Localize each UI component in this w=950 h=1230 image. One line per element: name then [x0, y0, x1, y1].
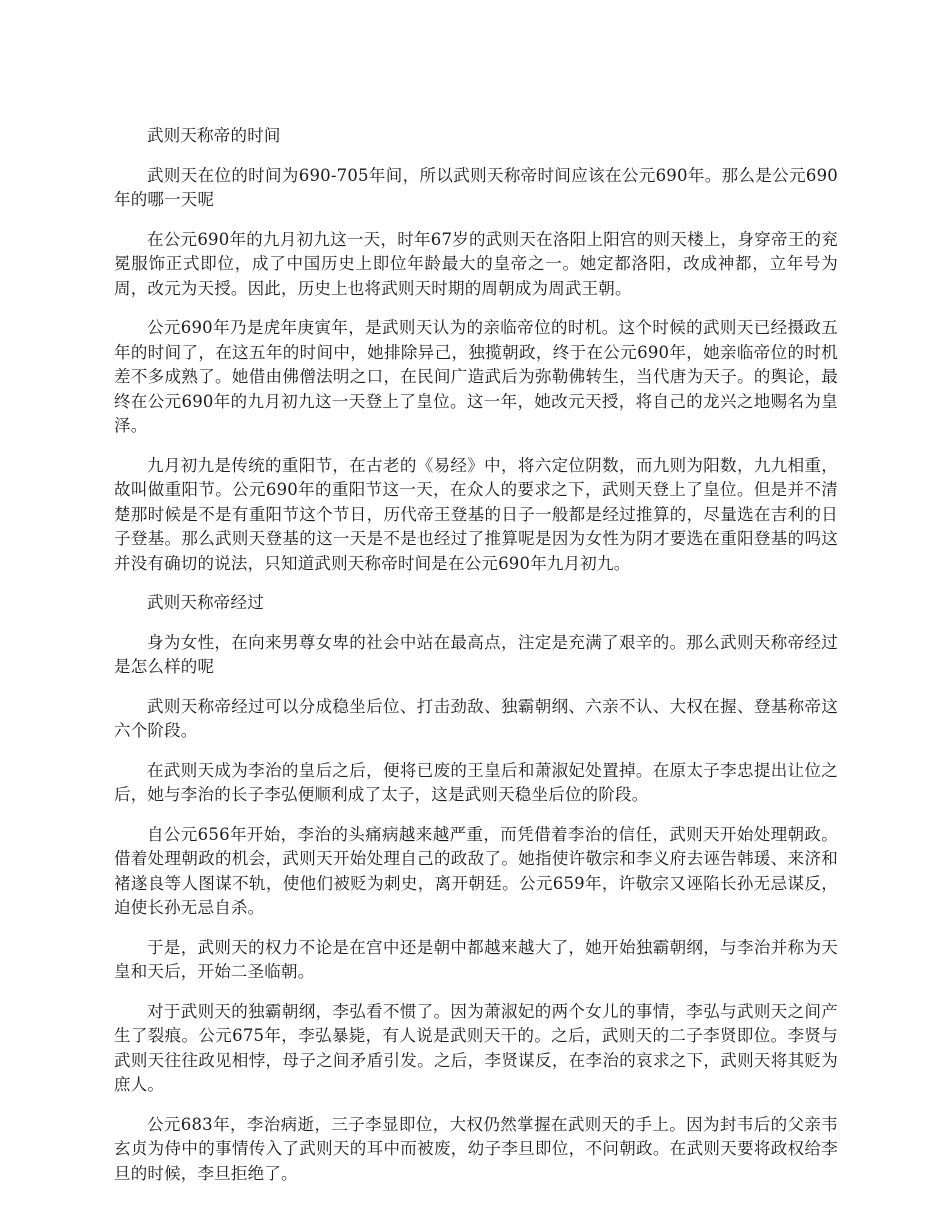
section-heading: 武则天称帝经过 [147, 593, 264, 612]
paragraph: 公元683年，李治病逝，三子李显即位，大权仍然掌握在武则天的手上。因为封韦后的父亲韦玄贞为侍中的事情传入了武则天的耳中而被废，幼子李旦即位，不问朝政。在武则天要将政权给李旦的时候，李旦拒绝了。 [114, 1114, 838, 1183]
paragraph: 武则天称帝经过可以分成稳坐后位、打击劲敌、独霸朝纲、六亲不认、大权在握、登基称帝这六个阶段。 [114, 696, 838, 740]
paragraph: 在公元690年的九月初九这一天，时年67岁的武则天在洛阳上阳宫的则天楼上，身穿帝王的兖冕服饰正式即位，成了中国历史上即位年龄最大的皇帝之一。她定都洛阳，改成神都，立年号为周，改元为天授。因此，历史上也将武则天时期的周朝成为周武王朝。 [114, 229, 838, 298]
document-body [114, 124, 838, 1201]
paragraph: 身为女性，在向来男尊女卑的社会中站在最高点，注定是充满了艰辛的。那么武则天称帝经过是怎么样的呢 [114, 632, 838, 676]
paragraph: 自公元656年开始，李治的头痛病越来越严重，而凭借着李治的信任，武则天开始处理朝政。借着处理朝政的机会，武则天开始处理自己的政敌了。她指使许敬宗和李义府去诬告韩瑗、来济和褚遂良等人图谋不轨，使他们被贬为刺史，离开朝廷。公元659年，许敬宗又诬陷长孙无忌谋反，迫使长孙无忌自杀。 [114, 824, 838, 917]
paragraph: 公元690年乃是虎年庚寅年，是武则天认为的亲临帝位的时机。这个时候的武则天已经摄政五年的时间了，在这五年的时间中，她排除异己，独揽朝政，终于在公元690年，她亲临帝位的时机差不多成熟了。她借由佛僧法明之口，在民间广造武后为弥勒佛转生，当代唐为天子。的舆论，最终在公元690年的九月初九这一天登上了皇位。这一年，她改元天授，将自己的龙兴之地赐名为皇泽。 [114, 318, 838, 435]
section-heading: 武则天称帝的时间 [147, 126, 281, 145]
paragraph: 武则天在位的时间为690-705年间，所以武则天称帝时间应该在公元690年。那么是公元690年的哪一天呢 [114, 165, 838, 209]
paragraph: 对于武则天的独霸朝纲，李弘看不惯了。因为萧淑妃的两个女儿的事情，李弘与武则天之间产生了裂痕。公元675年，李弘暴毙，有人说是武则天干的。之后，武则天的二子李贤即位。李贤与武则天往往政见相悖，母子之间矛盾引发。之后，李贤谋反，在李治的哀求之下，武则天将其贬为庶人。 [114, 1001, 838, 1094]
paragraph: 在武则天成为李治的皇后之后，便将已废的王皇后和萧淑妃处置掉。在原太子李忠提出让位之后，她与李治的长子李弘便顺利成了太子，这是武则天稳坐后位的阶段。 [114, 760, 838, 804]
paragraph: 于是，武则天的权力不论是在宫中还是朝中都越来越大了，她开始独霸朝纲，与李治并称为天皇和天后，开始二圣临朝。 [114, 937, 838, 981]
paragraph: 九月初九是传统的重阳节，在古老的《易经》中，将六定位阴数，而九则为阳数，九九相重，故叫做重阳节。公元690年的重阳节这一天，在众人的要求之下，武则天登上了皇位。但是并不清楚那时候是不是有重阳节这个节日，历代帝王登基的日子一般都是经过推算的，尽量选在吉利的日子登基。那么武则天登基的这一天是不是也经过了推算呢是因为女性为阴才要选在重阳登基的吗这并没有确切的说法，只知道武则天称帝时间是在公元690年九月初九。 [114, 455, 838, 573]
